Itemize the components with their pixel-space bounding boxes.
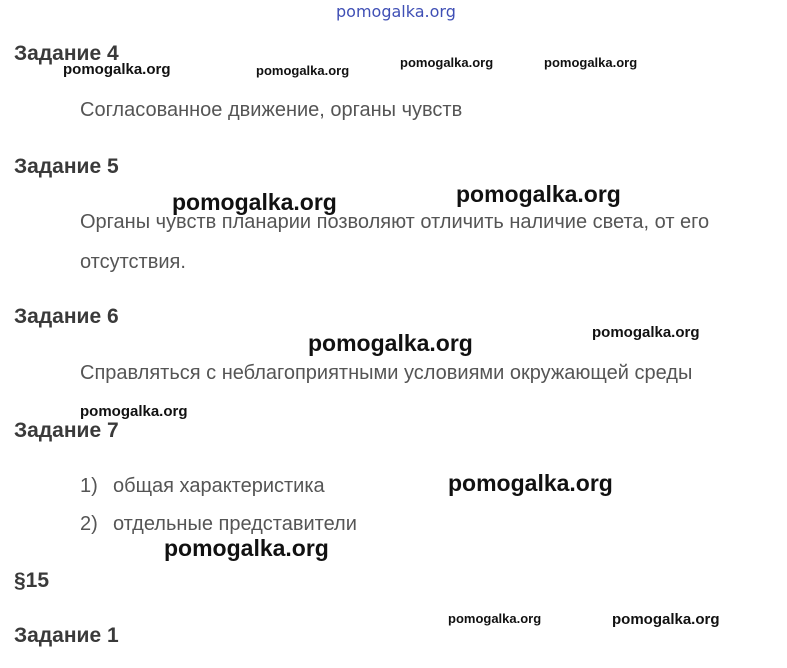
heading-task-1: Задание 1: [14, 624, 119, 647]
watermark: pomogalka.org: [544, 55, 638, 70]
watermark: pomogalka.org: [448, 470, 613, 496]
answer-task-5-line-1: Органы чувств планарии позволяют отличить наличие света, от его: [80, 211, 710, 233]
watermark: pomogalka.org: [448, 611, 542, 626]
watermark: pomogalka.org: [172, 189, 337, 215]
answer-task-5-line-2: отсутствия.: [80, 251, 186, 273]
watermark: pomogalka.org: [308, 330, 473, 356]
watermark: pomogalka.org: [592, 324, 700, 341]
list-item-1-number: 1): [80, 475, 98, 497]
watermark: pomogalka.org: [612, 611, 720, 628]
heading-task-7: Задание 7: [14, 419, 119, 442]
watermark: pomogalka.org: [400, 55, 494, 70]
paragraph-heading: §15: [14, 569, 50, 592]
heading-task-6: Задание 6: [14, 305, 119, 328]
heading-task-4: Задание 4: [14, 42, 119, 65]
heading-task-5: Задание 5: [14, 155, 119, 178]
top-watermark: pomogalka.org: [336, 2, 456, 21]
watermark: pomogalka.org: [164, 535, 329, 561]
list-item-1-text: общая характеристика: [113, 475, 325, 497]
answer-task-4: Согласованное движение, органы чувств: [80, 99, 463, 121]
watermark: pomogalka.org: [256, 63, 350, 78]
watermark: pomogalka.org: [80, 403, 188, 420]
watermark: pomogalka.org: [456, 181, 621, 207]
watermark: pomogalka.org: [63, 61, 171, 78]
list-item-2-number: 2): [80, 513, 98, 535]
list-item-2-text: отдельные представители: [113, 513, 357, 535]
answer-task-6: Справляться с неблагоприятными условиями окружающей среды: [80, 362, 693, 384]
